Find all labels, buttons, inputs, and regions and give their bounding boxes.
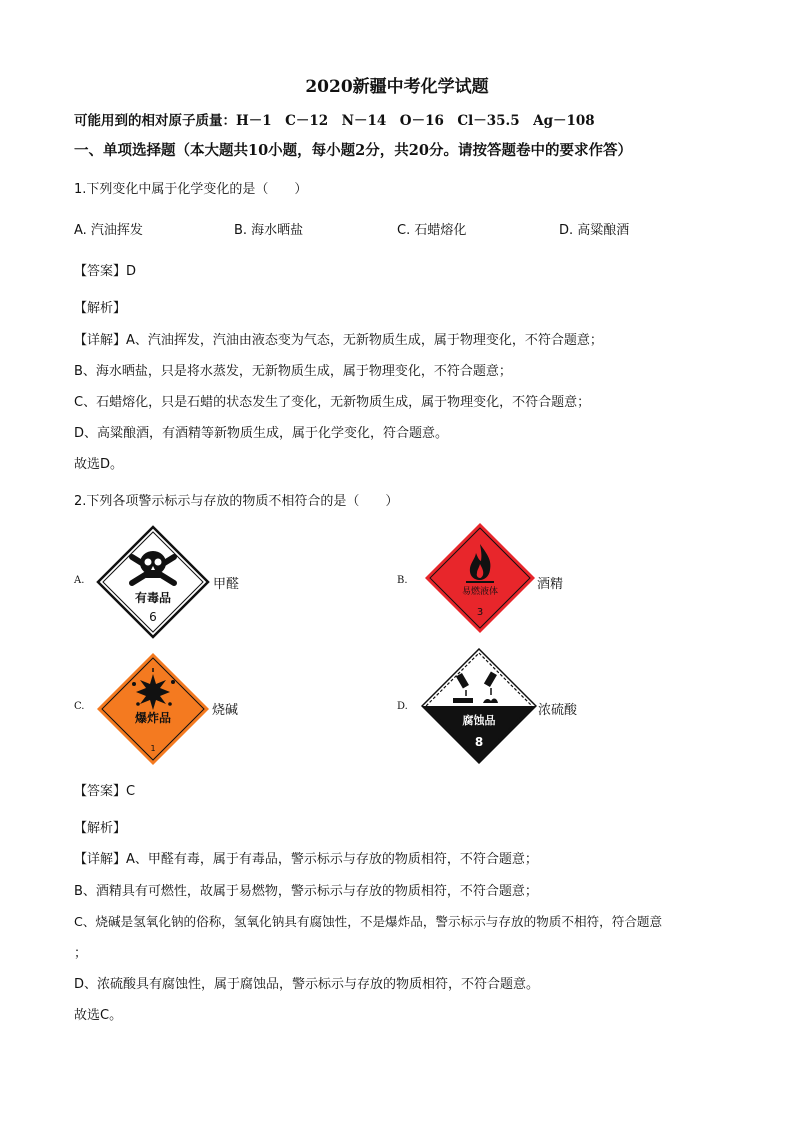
sign-a-text: 有毒品 <box>134 591 172 605</box>
sign-b-number: 3 <box>476 607 484 618</box>
q1-conclusion: 故选D。 <box>74 457 124 472</box>
sign-d-text: 腐蚀品 <box>462 714 496 727</box>
q2-conclusion: 故选C。 <box>74 1008 123 1023</box>
q2-detail-line: D、浓硫酸具有腐蚀性，属于腐蚀品，警示标示与存放的物质相符，不符合题意。 <box>74 977 540 992</box>
q1-option-a: A. 汽油挥发 <box>74 223 143 238</box>
page-title: 2020新疆中考化学试题 <box>305 77 489 97</box>
q2-option-d-letter: D. <box>397 701 408 712</box>
q1-option-b: B. 海水晒盐 <box>234 223 304 238</box>
toxic-sign <box>96 525 210 639</box>
q2-option-d-substance: 浓硫酸 <box>538 703 578 718</box>
q1-analysis-label: 【解析】 <box>74 301 127 316</box>
sign-c-number: 1 <box>150 744 156 753</box>
q2-option-b-letter: B. <box>397 575 408 586</box>
q1-detail-line: 【详解】A、汽油挥发，汽油由液态变为气态，无新物质生成，属于物理变化，不符合题意； <box>74 333 603 348</box>
q2-option-c-substance: 烧碱 <box>212 703 239 718</box>
section-heading: 一、单项选择题（本大题共10小题，每小题2分，共20分。请按答题卷中的要求作答） <box>74 142 632 159</box>
q2-detail-line: C、烧碱是氢氧化钠的俗称，氢氧化钠具有腐蚀性，不是爆炸品，警示标示与存放的物质不相符，符合题意 <box>74 914 663 929</box>
flammable-liquid-sign <box>424 522 536 634</box>
q1-detail-line: B、海水晒盐，只是将水蒸发，无新物质生成，属于物理变化，不符合题意； <box>74 364 512 379</box>
explosive-sign <box>96 652 210 766</box>
q2-detail-line: 【详解】A、甲醛有毒，属于有毒品，警示标示与存放的物质相符，不符合题意； <box>74 852 538 867</box>
q2-detail-line: ； <box>74 946 88 961</box>
q1-detail-line: D、高粱酿酒，有酒精等新物质生成，属于化学变化，符合题意。 <box>74 426 449 441</box>
sign-c-text: 爆炸品 <box>134 711 172 725</box>
q2-analysis-label: 【解析】 <box>74 821 127 836</box>
q2-option-c-letter: C. <box>74 701 85 712</box>
sign-a-number: 6 <box>149 610 157 624</box>
corrosive-sign <box>421 648 537 764</box>
question-1-stem: 1.下列变化中属于化学变化的是（ ） <box>74 182 308 197</box>
q1-option-c: C. 石蜡熔化 <box>397 223 467 238</box>
q1-option-d: D. 高粱酿酒 <box>559 223 630 238</box>
q1-detail-line: C、石蜡熔化，只是石蜡的状态发生了变化，无新物质生成，属于物理变化，不符合题意； <box>74 395 591 410</box>
question-2-stem: 2.下列各项警示标示与存放的物质不相符合的是（ ） <box>74 494 399 509</box>
sign-b-text: 易燃液体 <box>461 587 499 597</box>
atomic-masses: 可能用到的相对原子质量：H－1 C－12 N－14 O－16 Cl－35.5 Ag－108 <box>74 113 595 129</box>
q2-detail-line: B、酒精具有可燃性，故属于易燃物，警示标示与存放的物质相符，不符合题意； <box>74 884 538 899</box>
q2-answer: 【答案】C <box>74 784 136 799</box>
q2-option-a-substance: 甲醛 <box>213 577 240 592</box>
q2-option-a-letter: A. <box>74 575 85 586</box>
q1-answer: 【答案】D <box>74 264 137 279</box>
q2-option-b-substance: 酒精 <box>537 577 564 592</box>
sign-d-number: 8 <box>474 735 484 749</box>
